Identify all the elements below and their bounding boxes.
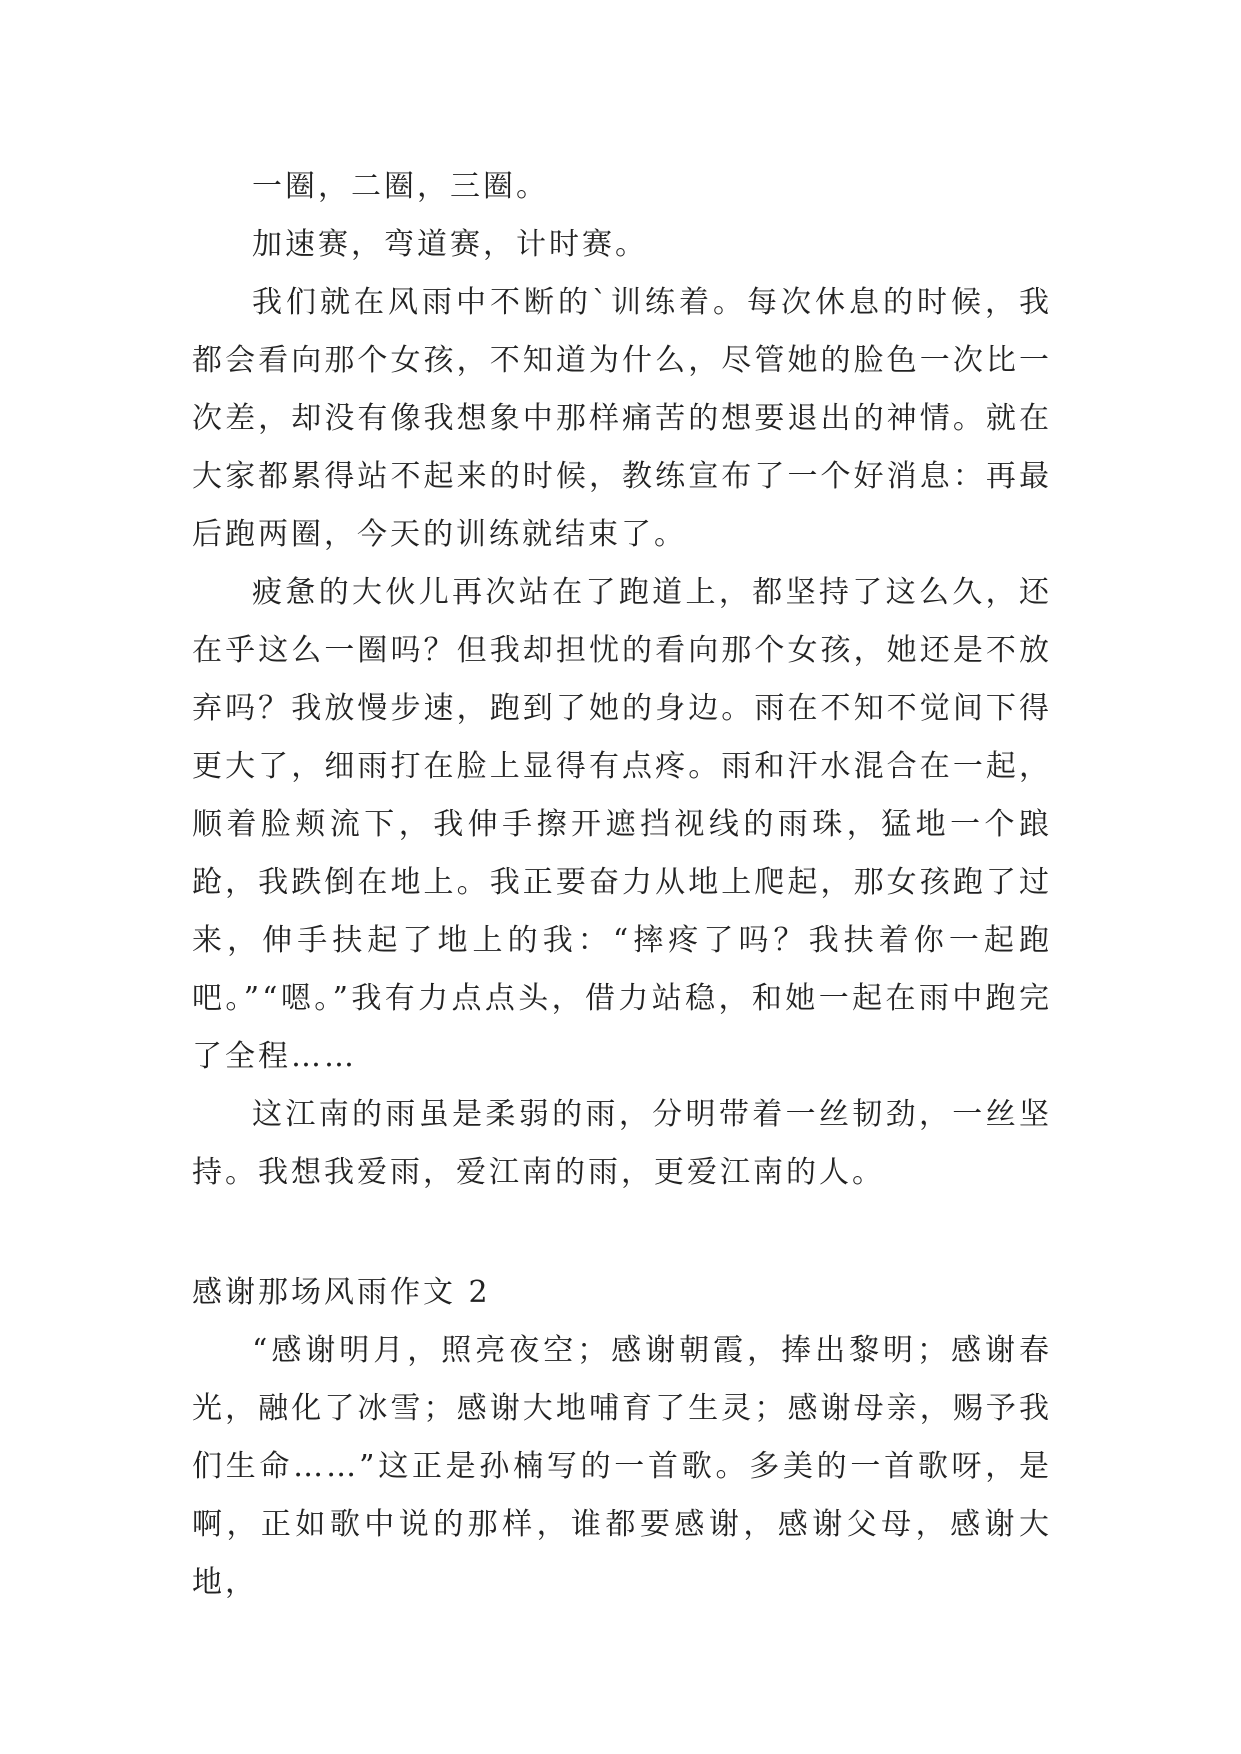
- paragraph: 加速赛，弯道赛，计时赛。: [252, 227, 648, 262]
- paragraph: 疲惫的大伙儿再次站在了跑道上，都坚持了这么久，还在乎这么一圈吗？但我却担忧的看向那个女孩，她还是不放弃吗？我放慢步速，跑到了她的身边。雨在不知不觉间下得更大了，细雨打在脸上显得有点疼。雨和汗水混合在一起，顺着脸颊流下，我伸手擦开遮挡视线的雨珠，猛地一个踉跄，我跌倒在地上。我正要奋力从地上爬起，那女孩跑了过来，伸手扶起了地上的我：“摔疼了吗？我扶着你一起跑吧。”“嗯。”我有力点点头，借力站稳，和她一起在雨中跑完了全程……: [192, 575, 1052, 1074]
- paragraph: 这江南的雨虽是柔弱的雨，分明带着一丝韧劲，一丝坚持。我想我爱雨，爱江南的雨，更爱江南的人。: [192, 1097, 1052, 1190]
- document-body: [192, 158, 1052, 1612]
- paragraph: 我们就在风雨中不断的`训练着。每次休息的时候，我都会看向那个女孩，不知道为什么，尽管她的脸色一次比一次差，却没有像我想象中那样痛苦的想要退出的神情。就在大家都累得站不起来的时候，教练宣布了一个好消息：再最后跑两圈，今天的训练就结束了。: [192, 285, 1052, 552]
- paragraph: 一圈，二圈，三圈。: [252, 169, 549, 204]
- paragraph: “感谢明月，照亮夜空；感谢朝霞，捧出黎明；感谢春光，融化了冰雪；感谢大地哺育了生灵；感谢母亲，赐予我们生命……”这正是孙楠写的一首歌。多美的一首歌呀，是啊，正如歌中说的那样，谁都要感谢，感谢父母，感谢大地，: [192, 1333, 1052, 1600]
- section-title: 感谢那场风雨作文 2: [192, 1275, 491, 1310]
